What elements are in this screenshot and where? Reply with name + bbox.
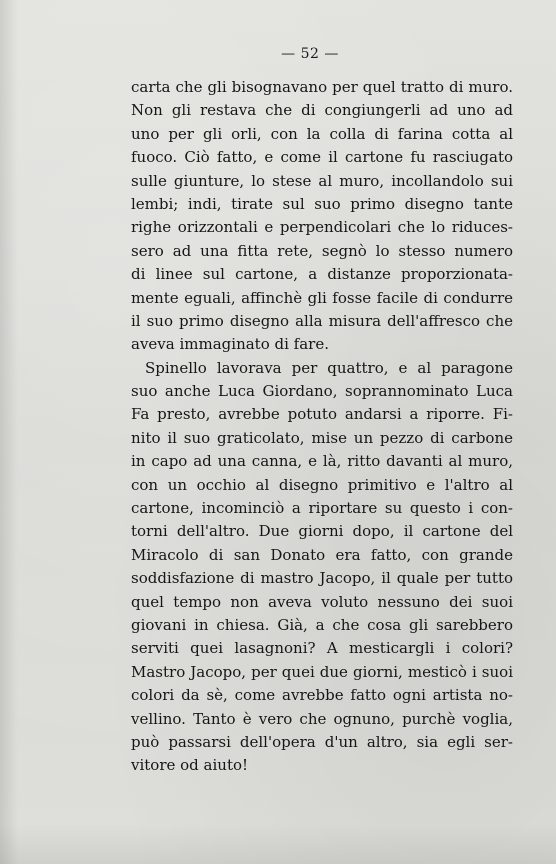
text-line: soddisfazione di mastro Jacopo, il quale per tutto [131, 569, 513, 588]
text-line: di linee sul cartone, a distanze proporzionata- [131, 265, 513, 284]
text-line: in capo ad una canna, e là, ritto davanti al muro, [131, 452, 513, 471]
text-line: Non gli restava che di congiungerli ad uno ad [131, 101, 513, 120]
text-line: aveva immaginato di fare. [131, 335, 329, 354]
text-line: sero ad una fitta rete, segnò lo stesso numero [131, 241, 513, 260]
paragraph-2 [131, 357, 513, 778]
text-line: righe orizzontali e perpendicolari che lo riduces- [131, 218, 513, 237]
text-line: torni dell'altro. Due giorni dopo, il cartone del [131, 522, 513, 541]
text-line: il suo primo disegno alla misura dell'affresco che [131, 311, 513, 330]
text-line: carta che gli bisognavano per quel tratto di muro. [131, 78, 513, 96]
text-line: con un occhio al disegno primitivo e l'altro al [131, 475, 513, 494]
text-line: fuoco. Ciò fatto, e come il cartone fu rasciugato [131, 148, 513, 167]
text-line: mente eguali, affinchè gli fosse facile di condurre [131, 288, 513, 307]
text-line: serviti quei lasagnoni? A mesticargli i colori? [131, 639, 513, 658]
text-line: sulle giunture, lo stese al muro, incollandolo sui [131, 171, 513, 190]
text-line: cartone, incominciò a riportare su questo i con- [131, 499, 513, 518]
text-line: colori da sè, come avrebbe fatto ogni artista no- [131, 686, 513, 705]
text-line: lembi; indi, tirate sul suo primo disegno tante [131, 194, 513, 213]
paragraph-1 [131, 76, 513, 357]
body-text [131, 76, 513, 778]
text-line: Mastro Jacopo, per quei due giorni, mesticò i suoi [131, 662, 513, 681]
text-line: Miracolo di san Donato era fatto, con grande [131, 545, 513, 564]
text-line: quel tempo non aveva voluto nessuno dei suoi [131, 592, 513, 611]
text-line: giovani in chiesa. Già, a che cosa gli sarebbero [131, 615, 513, 634]
page-number: — 52 — [281, 46, 339, 62]
text-line: nito il suo graticolato, mise un pezzo di carbone [131, 428, 513, 447]
text-line: suo anche Luca Giordano, soprannominato Luca [131, 382, 513, 401]
page-shadow-bottom [0, 824, 556, 864]
text-line: può passarsi dell'opera d'un altro, sia egli ser- [131, 732, 513, 751]
text-line: vitore od aiuto! [131, 756, 249, 775]
text-line: Spinello lavorava per quattro, e al paragone [145, 358, 513, 377]
text-line: uno per gli orli, con la colla di farina cotta al [131, 124, 513, 143]
page-shadow-left [0, 0, 18, 864]
text-line: vellino. Tanto è vero che ognuno, purchè voglia, [131, 709, 513, 728]
text-line: Fa presto, avrebbe potuto andarsi a riporre. Fi- [131, 405, 513, 424]
